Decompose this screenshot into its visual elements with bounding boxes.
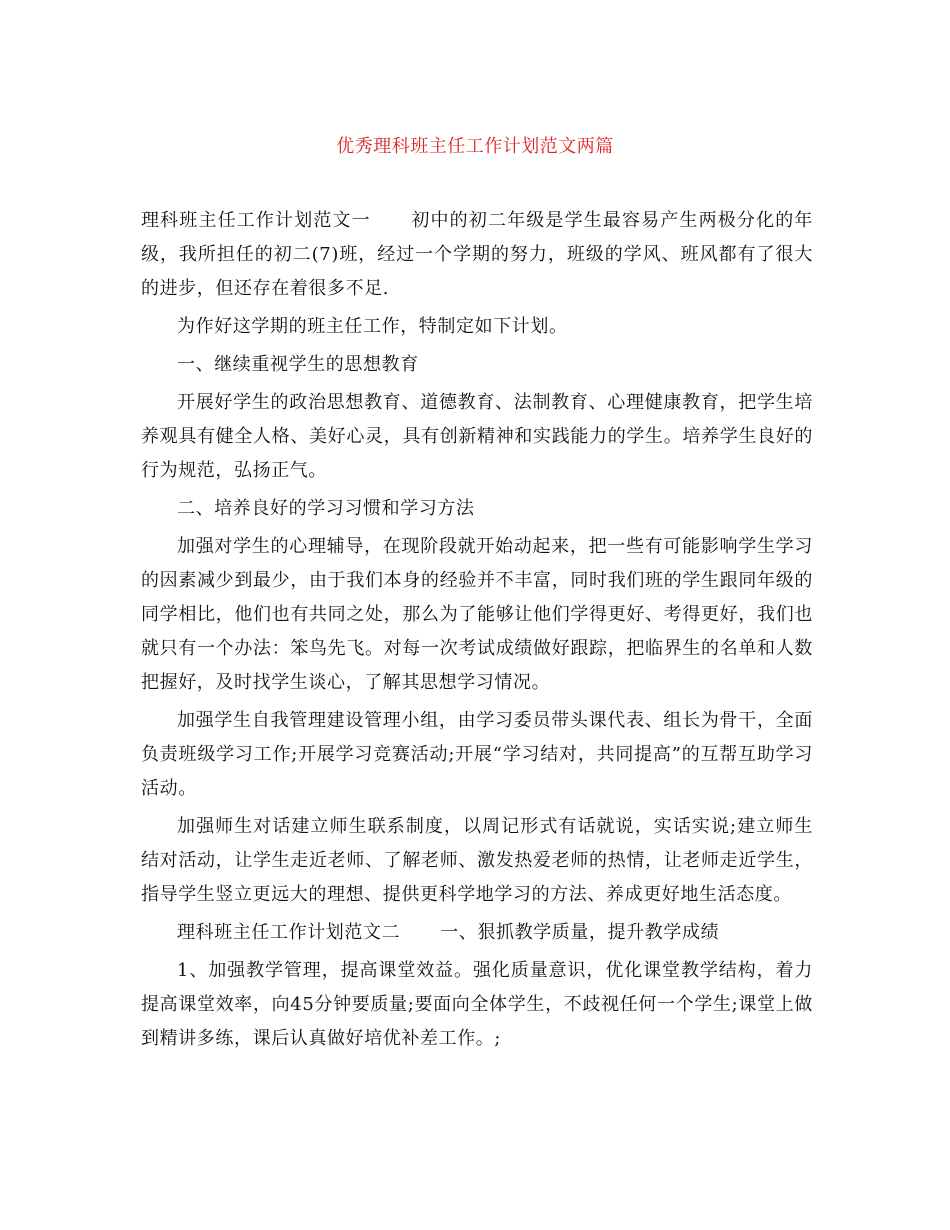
subheading-study-habits: 二、培养良好的学习习惯和学习方法	[177, 498, 475, 519]
paragraph-7: 加强学生自我管理建设管理小组，由学习委员带头课代表、组长为骨干，全面负责班级学习工作;开展学习竞赛活动;开展“学习结对，共同提高”的互帮互助学习活动。	[141, 710, 813, 799]
paragraph-2: 为作好这学期的班主任工作，特制定如下计划。	[177, 316, 568, 337]
document-body	[141, 204, 813, 1060]
paragraph-6: 加强对学生的心理辅导，在现阶段就开始动起来，把一些有可能影响学生学习的因素减少到最少，由于我们本身的经验并不丰富，同时我们班的学生跟同年级的同学相比，他们也有共同之处，那么为了能够让他们学得更好、考得更好，我们也就只有一个办法：笨鸟先飞。对每一次考试成绩做好跟踪，把临界生的名单和人数把握好，及时找学生谈心，了解其思想学习情况。	[141, 536, 813, 693]
document-title: 优秀理科班主任工作计划范文两篇	[336, 136, 614, 157]
subheading-thought-education: 一、继续重视学生的思想教育	[177, 354, 419, 375]
paragraph-10: 1、加强教学管理，提高课堂效益。强化质量意识，优化课堂教学结构，着力提高课堂效率，向45分钟要质量;要面向全体学生，不歧视任何一个学生;课堂上做到精讲多练，课后认真做好培优补差工作。;	[141, 960, 813, 1049]
paragraph-8: 加强师生对话建立师生联系制度，以周记形式有话就说，实话实说;建立师生结对活动，让学生走近老师、了解老师、激发热爱老师的热情，让老师走近学生，指导学生竖立更远大的理想、提供更科学地学习的方法、养成更好地生活态度。	[141, 816, 813, 905]
section-heading-1: 理科班主任工作计划范文一	[141, 210, 371, 231]
paragraph-4: 开展好学生的政治思想教育、道德教育、法制教育、心理健康教育，把学生培养观具有健全人格、美好心灵，具有创新精神和实践能力的学生。培养学生良好的行为规范，弘扬正气。	[141, 392, 813, 481]
paragraph-text: 一、狠抓教学质量，提升教学成绩	[440, 922, 720, 943]
paragraph-text: 初中的初二年级是学生最容易产生两极分化的年级，我所担任的初二(7)班，经过一个学期的努力，班级的学风、班风都有了很大的进步，但还存在着很多不足.	[141, 210, 813, 299]
paragraph-1	[141, 204, 813, 306]
paragraph-9	[141, 916, 813, 950]
section-heading-2: 理科班主任工作计划范文二	[177, 922, 401, 943]
